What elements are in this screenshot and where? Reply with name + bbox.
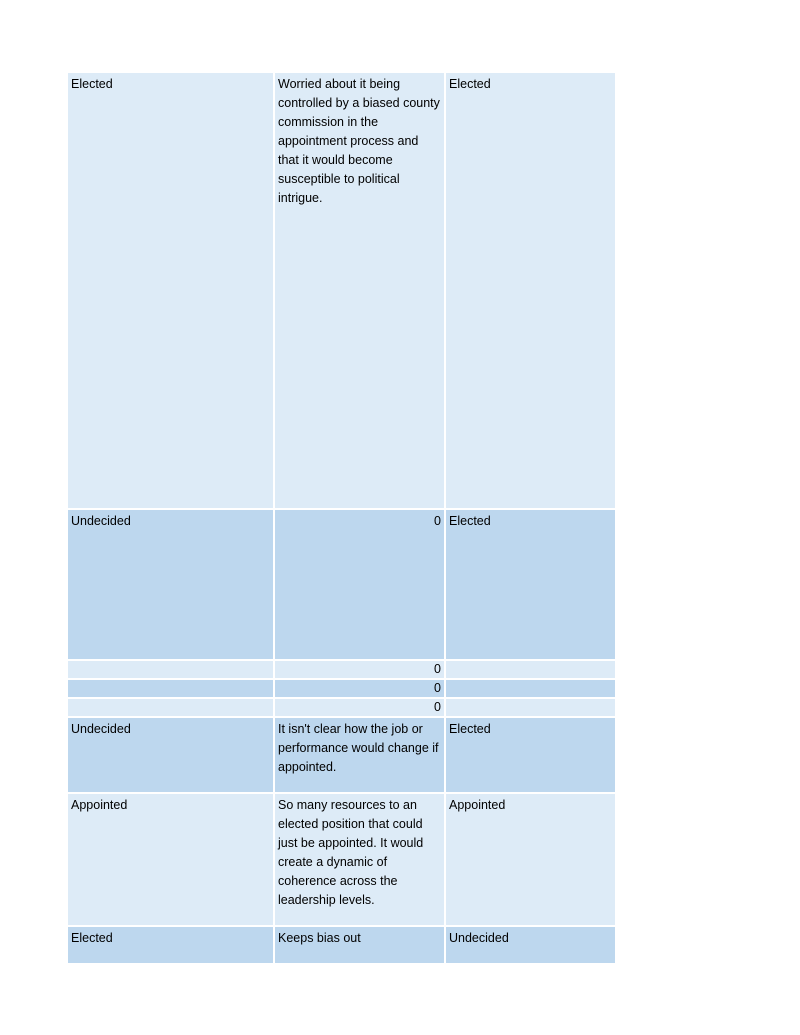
cell-current: Undecided [67, 717, 274, 793]
cell-preference: Elected [445, 509, 616, 660]
cell-preference [445, 698, 616, 717]
cell-reason: 0 [274, 679, 445, 698]
cell-current: Elected [67, 72, 274, 509]
cell-reason: Keeps bias out [274, 926, 445, 964]
cell-current [67, 660, 274, 679]
cell-preference: Elected [445, 72, 616, 509]
cell-current [67, 679, 274, 698]
table-row [67, 679, 616, 698]
table-row [67, 509, 616, 660]
cell-reason: 0 [274, 698, 445, 717]
table-row [67, 72, 616, 509]
cell-current: Elected [67, 926, 274, 964]
cell-preference: Elected [445, 717, 616, 793]
survey-response-table [66, 71, 617, 965]
table-row [67, 660, 616, 679]
cell-reason: 0 [274, 660, 445, 679]
cell-reason: It isn't clear how the job or performance would change if appointed. [274, 717, 445, 793]
cell-preference [445, 660, 616, 679]
cell-preference [445, 679, 616, 698]
cell-reason: Worried about it being controlled by a biased county commission in the appointment process and that it would become susceptible to political intrigue. [274, 72, 445, 509]
cell-reason: So many resources to an elected position that could just be appointed. It would create a dynamic of coherence across the leadership levels. [274, 793, 445, 926]
table-row [67, 698, 616, 717]
cell-preference: Undecided [445, 926, 616, 964]
cell-preference: Appointed [445, 793, 616, 926]
table-row [67, 926, 616, 964]
cell-current [67, 698, 274, 717]
cell-current: Appointed [67, 793, 274, 926]
table-row [67, 717, 616, 793]
cell-reason: 0 [274, 509, 445, 660]
table-row [67, 793, 616, 926]
cell-current: Undecided [67, 509, 274, 660]
